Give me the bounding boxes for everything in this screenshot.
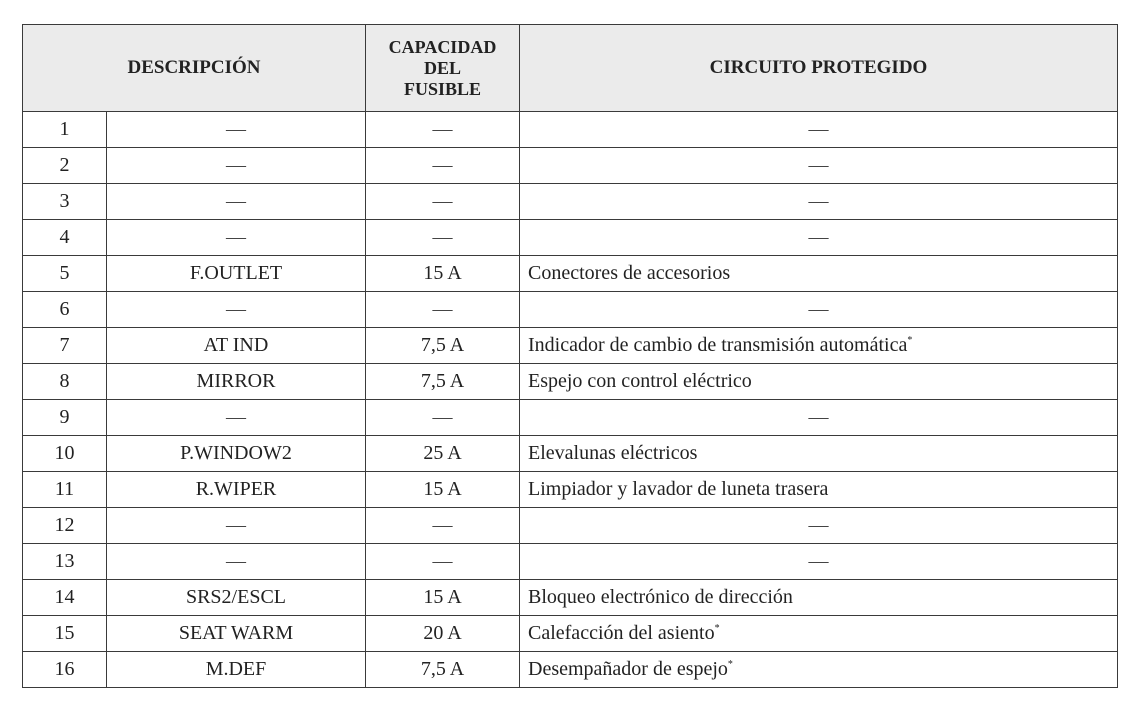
table-row (23, 472, 1118, 508)
footnote-asterisk: * (727, 659, 733, 670)
header-fuse-capacity (366, 25, 520, 112)
fuse-number: 4 (23, 220, 107, 256)
table-row (23, 508, 1118, 544)
protected-circuit (520, 580, 1118, 616)
table-row (23, 112, 1118, 148)
protected-circuit (520, 112, 1118, 148)
protected-circuit (520, 184, 1118, 220)
protected-circuit-text: Calefacción del asiento (528, 622, 715, 644)
fuse-description: R.WIPER (107, 472, 366, 508)
protected-circuit (520, 220, 1118, 256)
fuse-capacity: 7,5 A (366, 328, 520, 364)
table-row (23, 148, 1118, 184)
fuse-capacity: — (366, 184, 520, 220)
fuse-capacity: 15 A (366, 580, 520, 616)
fuse-number: 15 (23, 616, 107, 652)
fuse-number: 8 (23, 364, 107, 400)
fuse-number: 5 (23, 256, 107, 292)
table-row (23, 220, 1118, 256)
fuse-number: 12 (23, 508, 107, 544)
table-row (23, 184, 1118, 220)
protected-circuit-text: Bloqueo electrónico de dirección (528, 586, 793, 608)
protected-circuit (520, 400, 1118, 436)
footnote-asterisk: * (907, 335, 913, 346)
header-row (23, 25, 1118, 112)
fuse-capacity: — (366, 292, 520, 328)
fuse-description: — (107, 148, 366, 184)
table-row (23, 292, 1118, 328)
protected-circuit-text: — (808, 154, 829, 176)
fuse-description: — (107, 400, 366, 436)
protected-circuit-text: — (808, 550, 829, 572)
fuse-table (22, 24, 1118, 688)
fuse-description: — (107, 112, 366, 148)
fuse-number: 16 (23, 652, 107, 688)
fuse-capacity: 25 A (366, 436, 520, 472)
protected-circuit (520, 508, 1118, 544)
fuse-capacity: — (366, 148, 520, 184)
fuse-number: 3 (23, 184, 107, 220)
header-description: DESCRIPCIÓN (23, 25, 366, 112)
fuse-description: SRS2/ESCL (107, 580, 366, 616)
fuse-capacity: 20 A (366, 616, 520, 652)
fuse-number: 14 (23, 580, 107, 616)
table-row (23, 328, 1118, 364)
fuse-capacity: 7,5 A (366, 652, 520, 688)
protected-circuit (520, 472, 1118, 508)
fuse-number: 1 (23, 112, 107, 148)
protected-circuit (520, 148, 1118, 184)
header-protected-circuit: CIRCUITO PROTEGIDO (520, 25, 1118, 112)
fuse-capacity: 7,5 A (366, 364, 520, 400)
fuse-rows (23, 112, 1118, 688)
fuse-description: SEAT WARM (107, 616, 366, 652)
protected-circuit (520, 292, 1118, 328)
table-row (23, 652, 1118, 688)
protected-circuit (520, 544, 1118, 580)
header-capacity-text: CAPACIDAD DEL FUSIBLE (388, 36, 497, 99)
fuse-description: F.OUTLET (107, 256, 366, 292)
table-row (23, 544, 1118, 580)
protected-circuit-text: Conectores de accesorios (528, 262, 731, 284)
fuse-capacity: — (366, 400, 520, 436)
protected-circuit (520, 652, 1118, 688)
protected-circuit-text: — (808, 118, 829, 140)
fuse-capacity: — (366, 220, 520, 256)
fuse-number: 11 (23, 472, 107, 508)
table-row (23, 580, 1118, 616)
protected-circuit (520, 256, 1118, 292)
protected-circuit-text: — (808, 298, 829, 320)
protected-circuit-text: Elevalunas eléctricos (528, 442, 698, 464)
protected-circuit (520, 328, 1118, 364)
fuse-number: 2 (23, 148, 107, 184)
table-row (23, 256, 1118, 292)
fuse-number: 10 (23, 436, 107, 472)
protected-circuit-text: — (808, 190, 829, 212)
fuse-description: AT IND (107, 328, 366, 364)
fuse-description: — (107, 220, 366, 256)
fuse-capacity: 15 A (366, 472, 520, 508)
fuse-number: 9 (23, 400, 107, 436)
protected-circuit-text: Desempañador de espejo (528, 658, 728, 680)
table-row (23, 400, 1118, 436)
table-row (23, 436, 1118, 472)
protected-circuit (520, 436, 1118, 472)
protected-circuit (520, 364, 1118, 400)
footnote-asterisk: * (714, 623, 720, 634)
protected-circuit-text: Indicador de cambio de transmisión automática (528, 334, 908, 356)
protected-circuit-text: — (808, 406, 829, 428)
table-row (23, 364, 1118, 400)
fuse-description: P.WINDOW2 (107, 436, 366, 472)
protected-circuit-text: — (808, 514, 829, 536)
fuse-description: — (107, 544, 366, 580)
fuse-number: 6 (23, 292, 107, 328)
fuse-capacity: 15 A (366, 256, 520, 292)
fuse-capacity: — (366, 112, 520, 148)
fuse-number: 13 (23, 544, 107, 580)
fuse-description: M.DEF (107, 652, 366, 688)
fuse-number: 7 (23, 328, 107, 364)
protected-circuit-text: Espejo con control eléctrico (528, 370, 752, 392)
fuse-capacity: — (366, 544, 520, 580)
protected-circuit-text: — (808, 226, 829, 248)
fuse-description: — (107, 292, 366, 328)
fuse-description: MIRROR (107, 364, 366, 400)
protected-circuit-text: Limpiador y lavador de luneta trasera (528, 478, 829, 500)
fuse-description: — (107, 184, 366, 220)
table-row (23, 616, 1118, 652)
protected-circuit (520, 616, 1118, 652)
fuse-capacity: — (366, 508, 520, 544)
fuse-description: — (107, 508, 366, 544)
